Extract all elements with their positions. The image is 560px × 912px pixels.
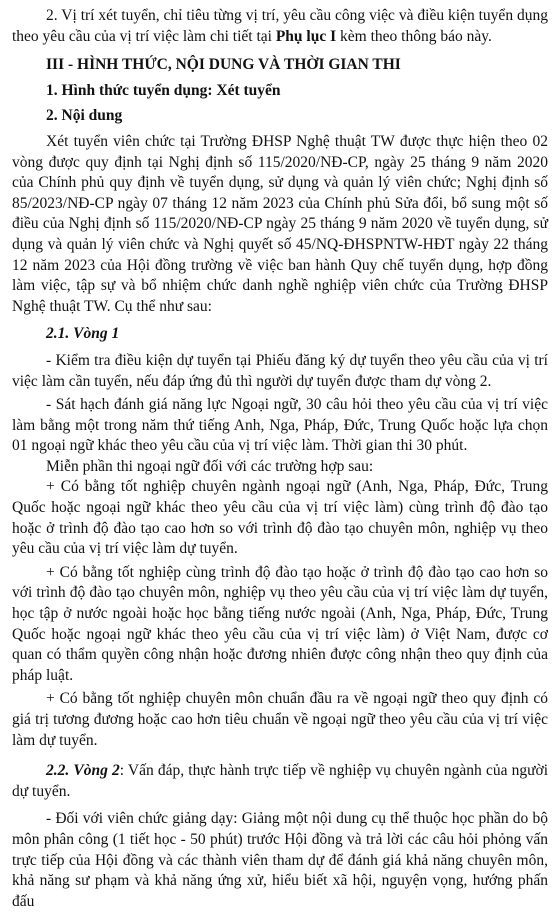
paragraph-round1-language-test: - Sát hạch đánh giá năng lực Ngoại ngữ, 30 câu hỏi theo yêu cầu của vị trí việc làm bằng một trong năm thứ tiếng Anh, Nga, Pháp, Đức, Trung Quốc hoặc lựa chọn 01 ngoại ngữ khác theo yêu cầu của vị trí việc làm. Thời gian thi 30 phút.: [12, 396, 548, 455]
appendix-reference: Phụ lục I: [275, 27, 337, 45]
paragraph-round-2: [12, 761, 548, 802]
section-heading: III - HÌNH THỨC, NỘI DUNG VÀ THỜI GIAN THI: [46, 56, 401, 74]
paragraph-round2-teaching: - Đối với viên chức giảng dạy: Giảng một nội dung cụ thể thuộc học phần do bộ môn phân công (1 tiết học - 50 phút) trước Hội đồng và trả lời các câu hỏi phỏng vấn trực tiếp của Hội đồng và các thành viên tham dự để đánh giá khả năng chuyên môn, khả năng sư phạm và khả năng ứng xử, hiểu biết xã hội, nguyện vọng, hướng phấn đấu: [12, 810, 548, 910]
text-run: : Vấn đáp, thực hành trực tiếp về nghiệp vụ chuyên ngành của người dự tuyển.: [12, 762, 548, 800]
text-run: 2. Vị trí xét tuyển, chỉ tiêu từng vị trí, yêu cầu công việc và điều kiện tuyển dụng theo yêu cầu của vị trí việc làm chi tiết tại: [12, 7, 548, 45]
heading-round-1: 2.1. Vòng 1: [46, 325, 120, 343]
paragraph-round1-check: - Kiểm tra điều kiện dự tuyển tại Phiếu đăng ký dự tuyển theo yêu cầu của vị trí việc làm cần tuyển, nếu đáp ứng đủ thì người dự tuyển được tham dự vòng 2.: [12, 351, 548, 390]
paragraph-exemption-case-3: + Có bằng tốt nghiệp chuyên môn chuẩn đầu ra về ngoại ngữ theo quy định có giá trị tương đương hoặc cao hơn tiêu chuẩn về ngoại ngữ theo yêu cầu của vị trí việc làm dự tuyển.: [12, 690, 548, 749]
heading-recruitment-form: 1. Hình thức tuyển dụng: Xét tuyển: [46, 81, 281, 99]
paragraph-intro: Xét tuyển viên chức tại Trường ĐHSP Nghệ thuật TW được thực hiện theo 02 vòng được quy định tại Nghị định số 115/2020/NĐ-CP, ngày 25 tháng 9 năm 2020 của Chính phủ quy định về tuyển dụng, sử dụng và quản lý viên chức; Nghị định số 85/2023/NĐ-CP ngày 07 tháng 12 năm 2023 của Chính phủ Sửa đổi, bổ sung một số điều của Nghị định số 115/2020/NĐ-CP ngày 25 tháng 9 năm 2020 về tuyển dụng, sử dụng và quản lý viên chức và Nghị quyết số 45/NQ-ĐHSPNTW-HĐT ngày 22 tháng 12 năm 2023 của Hội đồng trường về việc ban hành Quy chế tuyển dụng, hợp đồng làm việc, tập sự và bổ nhiệm chức danh nghề nghiệp viên chức của Trường ĐHSP Nghệ thuật TW. Cụ thể như sau:: [12, 132, 548, 315]
paragraph-round1-exemption: Miễn phần thi ngoại ngữ đối với các trường hợp sau:: [46, 457, 374, 475]
paragraph-exemption-case-1: + Có bằng tốt nghiệp chuyên ngành ngoại ngữ (Anh, Nga, Pháp, Đức, Trung Quốc hoặc ngoại ngữ khác theo yêu cầu của vị trí việc làm) cùng trình độ đào tạo hoặc ở trình độ đào tạo cao hơn so với trình độ đào tạo chuyên môn, nghiệp vụ theo yêu cầu của vị trí việc làm dự tuyển.: [12, 478, 548, 558]
paragraph-recruitment-positions: [12, 6, 548, 47]
heading-round-2: 2.2. Vòng 2: [46, 762, 120, 780]
heading-content: 2. Nội dung: [46, 107, 123, 125]
paragraph-exemption-case-2: + Có bằng tốt nghiệp cùng trình độ đào tạo hoặc ở trình độ đào tạo cao hơn so với trình độ đào tạo chuyên môn, nghiệp vụ theo yêu cầu của vị trí việc làm dự tuyển, học tập ở nước ngoài hoặc học bằng tiếng nước ngoài (Anh, Nga, Pháp, Đức, Trung Quốc hoặc ngoại ngữ khác theo yêu cầu của vị trí việc làm) ở Việt Nam, được cơ quan có thẩm quyền công nhận hoặc đương nhiên được công nhận theo quy định của pháp luật.: [12, 563, 548, 684]
text-run: kèm theo thông báo này.: [336, 27, 492, 45]
